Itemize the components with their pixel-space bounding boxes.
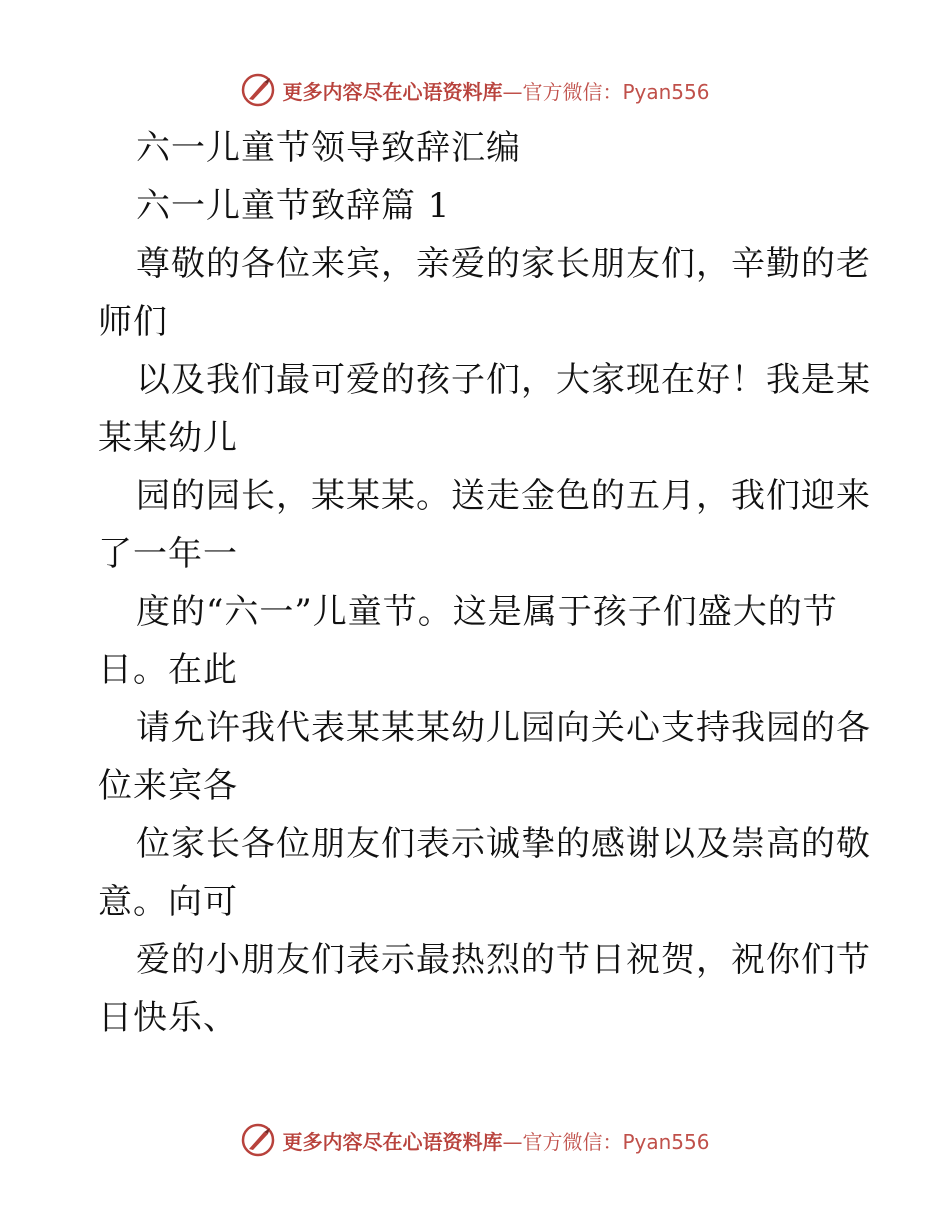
section-heading: 六一儿童节致辞篇 1: [136, 186, 451, 226]
body-line: 日。在此: [98, 650, 238, 690]
document-title: 六一儿童节领导致辞汇编: [136, 128, 521, 168]
body-line: 尊敬的各位来宾，亲爱的家长朋友们，辛勤的老: [136, 244, 871, 284]
body-line: 位来宾各: [98, 766, 238, 806]
body-line: 园的园长，某某某。送走金色的五月，我们迎来: [136, 476, 871, 516]
footer-contact-text: —官方微信：Pyan556: [502, 1129, 710, 1154]
header-contact-text: —官方微信：Pyan556: [502, 79, 710, 104]
quill-logo-icon: [240, 72, 276, 108]
body-line: 意。向可: [98, 882, 238, 922]
body-line: 请允许我代表某某某幼儿园向关心支持我园的各: [136, 708, 871, 748]
body-line: 位家长各位朋友们表示诚挚的感谢以及崇高的敬: [136, 824, 871, 864]
body-line: 师们: [98, 302, 168, 342]
header-brand-text: 更多内容尽在心语资料库: [282, 79, 503, 104]
body-line: 日快乐、: [98, 998, 238, 1038]
footer-brand-text: 更多内容尽在心语资料库: [282, 1129, 503, 1154]
body-line: 爱的小朋友们表示最热烈的节日祝贺，祝你们节: [136, 940, 871, 980]
quill-logo-icon: [240, 1122, 276, 1158]
body-line: 了一年一: [98, 534, 238, 574]
header-banner: [0, 70, 950, 110]
footer-banner: [0, 1120, 950, 1160]
body-line: 以及我们最可爱的孩子们，大家现在好！我是某: [136, 360, 871, 400]
body-line: 度的“六一”儿童节。这是属于孩子们盛大的节: [136, 592, 838, 632]
body-line: 某某幼儿: [98, 418, 238, 458]
